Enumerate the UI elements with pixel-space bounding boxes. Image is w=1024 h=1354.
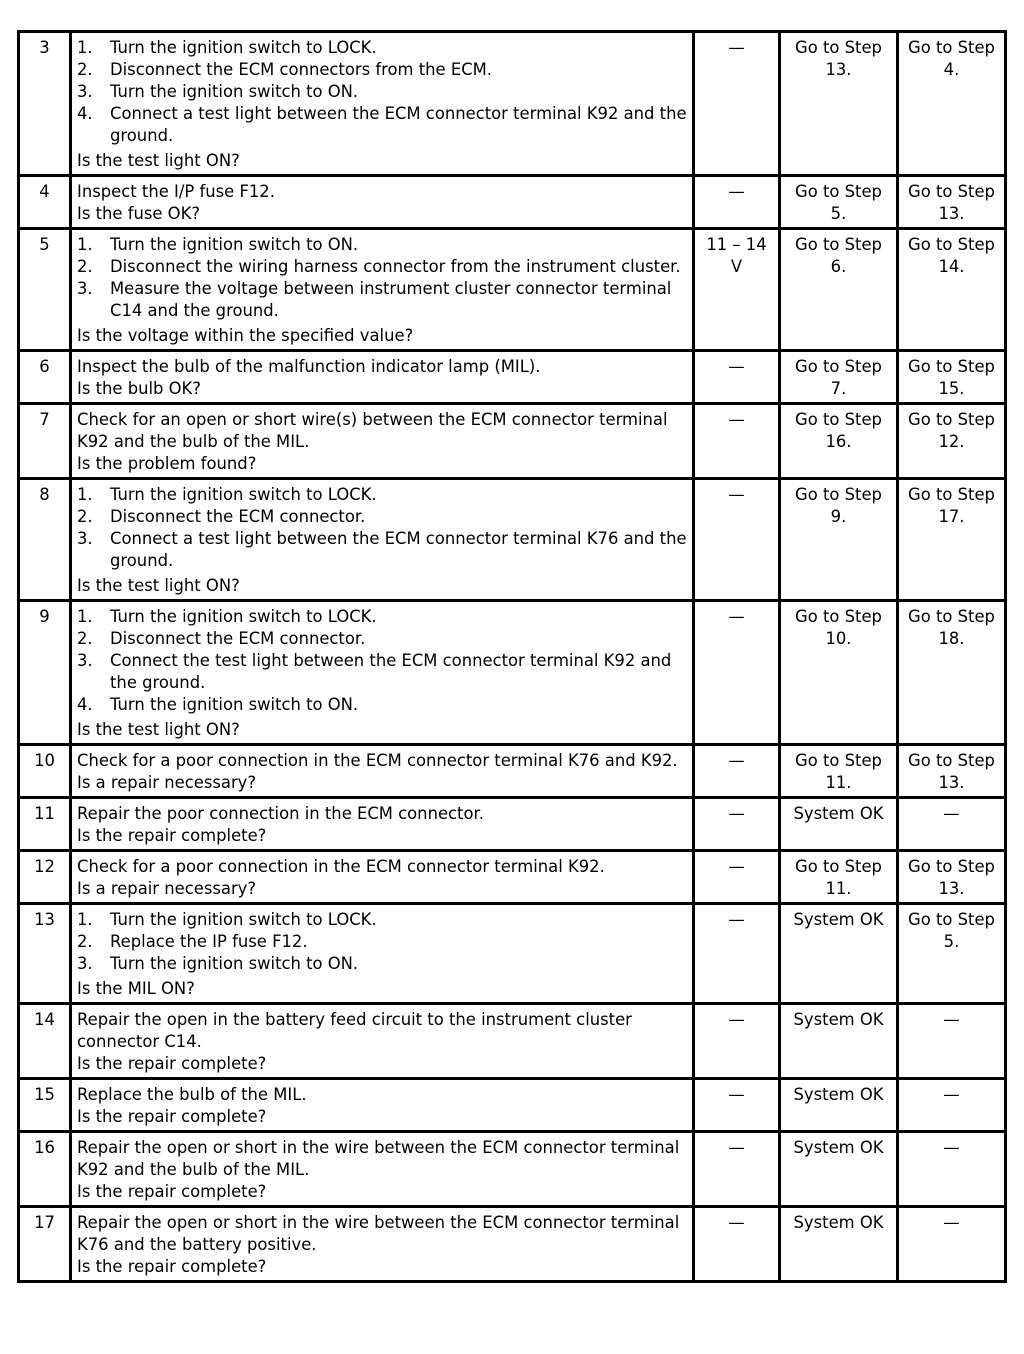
action-list-item xyxy=(77,694,687,716)
check-question: Is the repair complete? xyxy=(77,1257,267,1276)
action-cell xyxy=(71,601,694,745)
check-question: Is the problem found? xyxy=(77,454,257,473)
action-item-number: 1. xyxy=(77,38,93,57)
action-cell xyxy=(71,351,694,404)
action-item-text: Disconnect the ECM connector. xyxy=(110,629,366,648)
action-item-number: 4. xyxy=(77,695,93,714)
table-row xyxy=(19,479,1006,601)
action-item-number: 1. xyxy=(77,485,93,504)
no-result: — xyxy=(898,1132,1006,1207)
action-cell xyxy=(71,745,694,798)
step-number: 11 xyxy=(19,798,71,851)
action-list xyxy=(77,484,687,572)
step-number: 12 xyxy=(19,851,71,904)
step-number: 7 xyxy=(19,404,71,479)
action-list-item xyxy=(77,103,687,147)
no-result: — xyxy=(898,798,1006,851)
specified-value: — xyxy=(694,351,780,404)
table-row xyxy=(19,798,1006,851)
step-number: 14 xyxy=(19,1004,71,1079)
action-cell xyxy=(71,851,694,904)
specified-value: — xyxy=(694,904,780,1004)
specified-value: — xyxy=(694,479,780,601)
check-question: Is the test light ON? xyxy=(77,576,240,595)
step-number: 10 xyxy=(19,745,71,798)
check-question: Is a repair necessary? xyxy=(77,879,257,898)
table-row xyxy=(19,1207,1006,1282)
check-question: Is a repair necessary? xyxy=(77,773,257,792)
action-item-number: 1. xyxy=(77,910,93,929)
check-question: Is the repair complete? xyxy=(77,1107,267,1126)
no-result: Go to Step 13. xyxy=(898,851,1006,904)
action-list xyxy=(77,234,687,322)
action-text: Inspect the bulb of the malfunction indicator lamp (MIL). xyxy=(77,357,541,376)
check-question: Is the fuse OK? xyxy=(77,204,201,223)
specified-value: 11 – 14 V xyxy=(694,229,780,351)
action-item-text: Disconnect the ECM connectors from the ECM. xyxy=(110,60,492,79)
action-item-text: Turn the ignition switch to LOCK. xyxy=(110,910,377,929)
action-item-number: 1. xyxy=(77,235,93,254)
action-item-text: Disconnect the wiring harness connector from the instrument cluster. xyxy=(110,257,681,276)
yes-result: Go to Step 5. xyxy=(780,176,898,229)
yes-result: System OK xyxy=(780,1207,898,1282)
step-number: 4 xyxy=(19,176,71,229)
action-item-number: 4. xyxy=(77,104,93,123)
action-cell xyxy=(71,404,694,479)
specified-value: — xyxy=(694,404,780,479)
action-list-item xyxy=(77,81,687,103)
action-cell xyxy=(71,32,694,176)
yes-result: System OK xyxy=(780,1004,898,1079)
action-item-number: 2. xyxy=(77,257,93,276)
specified-value: — xyxy=(694,601,780,745)
step-number: 9 xyxy=(19,601,71,745)
action-list-item xyxy=(77,931,687,953)
action-cell xyxy=(71,479,694,601)
no-result: — xyxy=(898,1079,1006,1132)
table-row xyxy=(19,229,1006,351)
yes-result: Go to Step 9. xyxy=(780,479,898,601)
action-cell xyxy=(71,1004,694,1079)
diagnostic-procedure-table xyxy=(17,30,1007,1283)
yes-result: Go to Step 7. xyxy=(780,351,898,404)
action-item-number: 2. xyxy=(77,629,93,648)
no-result: — xyxy=(898,1004,1006,1079)
table-row xyxy=(19,351,1006,404)
action-item-number: 3. xyxy=(77,82,93,101)
action-list-item xyxy=(77,909,687,931)
action-item-text: Turn the ignition switch to LOCK. xyxy=(110,607,377,626)
action-item-text: Turn the ignition switch to ON. xyxy=(110,954,359,973)
action-list xyxy=(77,37,687,147)
action-cell xyxy=(71,229,694,351)
table-row xyxy=(19,601,1006,745)
table-body xyxy=(19,32,1006,1282)
action-cell xyxy=(71,1079,694,1132)
step-number: 15 xyxy=(19,1079,71,1132)
no-result: — xyxy=(898,1207,1006,1282)
check-question: Is the repair complete? xyxy=(77,1054,267,1073)
action-list xyxy=(77,606,687,716)
action-list-item xyxy=(77,528,687,572)
yes-result: Go to Step 13. xyxy=(780,32,898,176)
yes-result: Go to Step 10. xyxy=(780,601,898,745)
action-item-text: Turn the ignition switch to LOCK. xyxy=(110,38,377,57)
action-cell xyxy=(71,798,694,851)
specified-value: — xyxy=(694,745,780,798)
table-row xyxy=(19,32,1006,176)
table-row xyxy=(19,404,1006,479)
action-text: Repair the open or short in the wire between the ECM connector terminal K92 and the bulb of the MIL. xyxy=(77,1138,680,1179)
step-number: 6 xyxy=(19,351,71,404)
action-list-item xyxy=(77,37,687,59)
step-number: 13 xyxy=(19,904,71,1004)
action-item-text: Replace the IP fuse F12. xyxy=(110,932,308,951)
action-list-item xyxy=(77,650,687,694)
action-item-text: Turn the ignition switch to ON. xyxy=(110,82,359,101)
table-row xyxy=(19,1004,1006,1079)
step-number: 17 xyxy=(19,1207,71,1282)
table-row xyxy=(19,176,1006,229)
action-item-text: Disconnect the ECM connector. xyxy=(110,507,366,526)
action-item-text: Turn the ignition switch to LOCK. xyxy=(110,485,377,504)
action-cell xyxy=(71,1132,694,1207)
table-row xyxy=(19,1132,1006,1207)
yes-result: Go to Step 11. xyxy=(780,851,898,904)
action-list-item xyxy=(77,484,687,506)
action-list-item xyxy=(77,628,687,650)
action-item-text: Connect a test light between the ECM connector terminal K92 and the ground. xyxy=(110,104,687,145)
action-list-item xyxy=(77,606,687,628)
yes-result: Go to Step 16. xyxy=(780,404,898,479)
action-item-text: Connect the test light between the ECM connector terminal K92 and the ground. xyxy=(110,651,672,692)
no-result: Go to Step 12. xyxy=(898,404,1006,479)
no-result: Go to Step 4. xyxy=(898,32,1006,176)
action-item-number: 1. xyxy=(77,607,93,626)
action-item-number: 2. xyxy=(77,507,93,526)
action-text: Repair the open or short in the wire between the ECM connector terminal K76 and the battery positive. xyxy=(77,1213,680,1254)
action-text: Replace the bulb of the MIL. xyxy=(77,1085,307,1104)
specified-value: — xyxy=(694,798,780,851)
table-row xyxy=(19,1079,1006,1132)
action-item-text: Turn the ignition switch to ON. xyxy=(110,695,359,714)
action-cell xyxy=(71,1207,694,1282)
action-item-number: 3. xyxy=(77,651,93,670)
no-result: Go to Step 15. xyxy=(898,351,1006,404)
action-cell xyxy=(71,176,694,229)
specified-value: — xyxy=(694,176,780,229)
step-number: 16 xyxy=(19,1132,71,1207)
table-row xyxy=(19,745,1006,798)
check-question: Is the bulb OK? xyxy=(77,379,202,398)
step-number: 5 xyxy=(19,229,71,351)
action-text: Repair the open in the battery feed circuit to the instrument cluster connector C14. xyxy=(77,1010,632,1051)
step-number: 8 xyxy=(19,479,71,601)
specified-value: — xyxy=(694,1132,780,1207)
check-question: Is the repair complete? xyxy=(77,1182,267,1201)
no-result: Go to Step 13. xyxy=(898,176,1006,229)
yes-result: System OK xyxy=(780,1079,898,1132)
action-list-item xyxy=(77,506,687,528)
yes-result: System OK xyxy=(780,798,898,851)
action-text: Check for a poor connection in the ECM connector terminal K92. xyxy=(77,857,605,876)
table-row xyxy=(19,904,1006,1004)
action-item-number: 3. xyxy=(77,529,93,548)
action-text: Inspect the I/P fuse F12. xyxy=(77,182,275,201)
check-question: Is the test light ON? xyxy=(77,720,240,739)
action-cell xyxy=(71,904,694,1004)
action-item-text: Connect a test light between the ECM connector terminal K76 and the ground. xyxy=(110,529,687,570)
action-item-number: 2. xyxy=(77,60,93,79)
action-item-number: 3. xyxy=(77,279,93,298)
no-result: Go to Step 18. xyxy=(898,601,1006,745)
action-text: Repair the poor connection in the ECM connector. xyxy=(77,804,484,823)
specified-value: — xyxy=(694,1207,780,1282)
no-result: Go to Step 13. xyxy=(898,745,1006,798)
specified-value: — xyxy=(694,32,780,176)
specified-value: — xyxy=(694,1079,780,1132)
yes-result: Go to Step 11. xyxy=(780,745,898,798)
action-list-item xyxy=(77,953,687,975)
check-question: Is the test light ON? xyxy=(77,151,240,170)
no-result: Go to Step 5. xyxy=(898,904,1006,1004)
action-text: Check for a poor connection in the ECM connector terminal K76 and K92. xyxy=(77,751,678,770)
action-item-text: Measure the voltage between instrument cluster connector terminal C14 and the ground. xyxy=(110,279,672,320)
specified-value: — xyxy=(694,851,780,904)
action-item-number: 3. xyxy=(77,954,93,973)
check-question: Is the repair complete? xyxy=(77,826,267,845)
action-list-item xyxy=(77,278,687,322)
action-text: Check for an open or short wire(s) between the ECM connector terminal K92 and the bulb of the MIL. xyxy=(77,410,668,451)
check-question: Is the MIL ON? xyxy=(77,979,195,998)
step-number: 3 xyxy=(19,32,71,176)
action-item-number: 2. xyxy=(77,932,93,951)
table-row xyxy=(19,851,1006,904)
yes-result: System OK xyxy=(780,1132,898,1207)
yes-result: Go to Step 6. xyxy=(780,229,898,351)
specified-value: — xyxy=(694,1004,780,1079)
no-result: Go to Step 17. xyxy=(898,479,1006,601)
action-list-item xyxy=(77,256,687,278)
check-question: Is the voltage within the specified value? xyxy=(77,326,414,345)
action-item-text: Turn the ignition switch to ON. xyxy=(110,235,359,254)
no-result: Go to Step 14. xyxy=(898,229,1006,351)
action-list xyxy=(77,909,687,975)
action-list-item xyxy=(77,234,687,256)
yes-result: System OK xyxy=(780,904,898,1004)
action-list-item xyxy=(77,59,687,81)
